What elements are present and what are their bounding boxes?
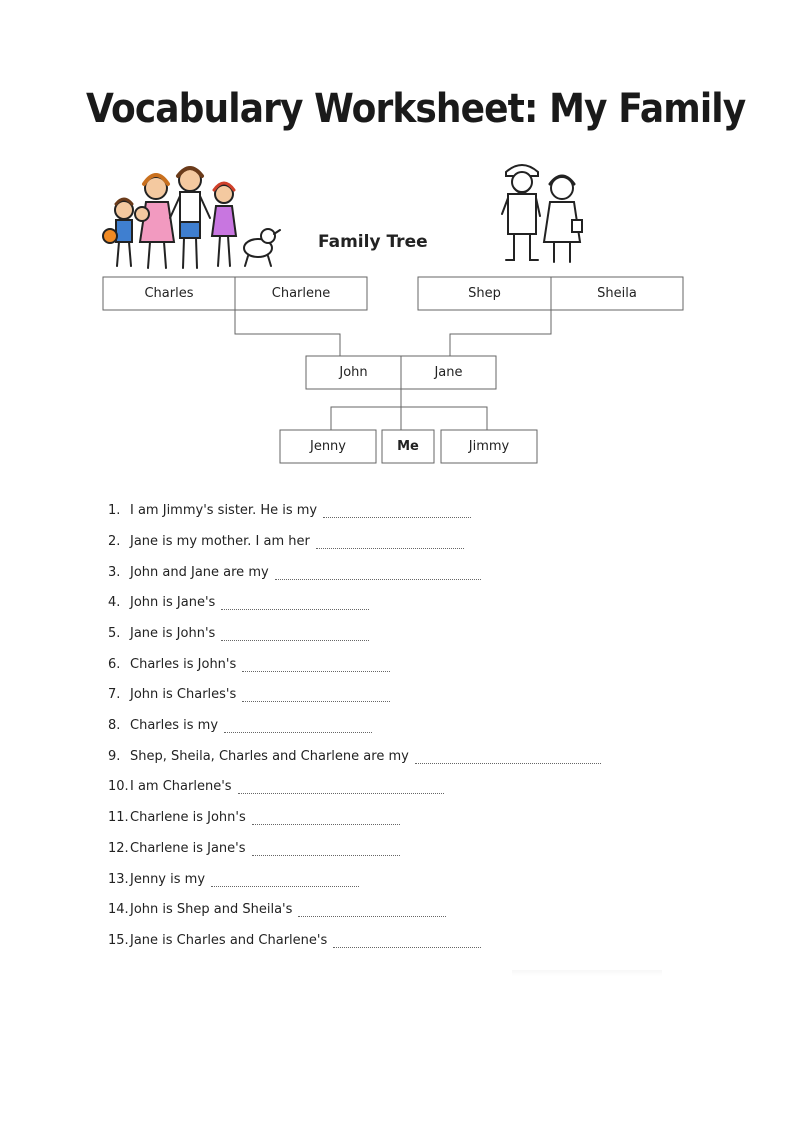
question-item: 12. Charlene is Jane's (108, 834, 400, 856)
question-item: 1. I am Jimmy's sister. He is my (108, 496, 471, 518)
question-item: 15. Jane is Charles and Charlene's (108, 926, 481, 948)
answer-blank[interactable] (221, 599, 369, 610)
question-item: 8. Charles is my (108, 711, 372, 733)
question-item: 6. Charles is John's (108, 650, 390, 672)
tree-node-jimmy: Jimmy (468, 439, 510, 454)
answer-blank[interactable] (323, 507, 471, 518)
answer-blank[interactable] (415, 753, 601, 764)
answer-blank[interactable] (224, 722, 372, 733)
answer-blank[interactable] (298, 906, 446, 917)
answer-blank[interactable] (242, 691, 390, 702)
family-tree-heading: Family Tree (318, 232, 428, 252)
tree-node-shep: Shep (468, 286, 501, 301)
tree-node-jane: Jane (434, 365, 463, 380)
page-edge-shadow (512, 970, 662, 976)
tree-node-charlene: Charlene (271, 286, 331, 301)
tree-node-john: John (339, 365, 368, 380)
question-item: 9. Shep, Sheila, Charles and Charlene are my (108, 742, 601, 764)
answer-blank[interactable] (275, 569, 481, 580)
answer-blank[interactable] (252, 845, 400, 856)
answer-blank[interactable] (252, 814, 400, 825)
answer-blank[interactable] (242, 661, 390, 672)
tree-node-sheila: Sheila (597, 286, 637, 301)
question-item: 4. John is Jane's (108, 588, 369, 610)
question-item: 7. John is Charles's (108, 680, 390, 702)
question-item: 10. I am Charlene's (108, 772, 444, 794)
question-item: 13. Jenny is my (108, 865, 359, 887)
answer-blank[interactable] (221, 630, 369, 641)
tree-node-jenny: Jenny (309, 439, 346, 454)
question-item: 5. Jane is John's (108, 619, 369, 641)
question-item: 14. John is Shep and Sheila's (108, 895, 446, 917)
question-item: 2. Jane is my mother. I am her (108, 527, 464, 549)
answer-blank[interactable] (238, 783, 444, 794)
answer-blank[interactable] (316, 538, 464, 549)
question-item: 11. Charlene is John's (108, 803, 400, 825)
question-item: 3. John and Jane are my (108, 558, 481, 580)
answer-blank[interactable] (211, 876, 359, 887)
answer-blank[interactable] (333, 937, 481, 948)
tree-node-charles: Charles (144, 286, 194, 301)
page-title: Vocabulary Worksheet: My Family (86, 86, 746, 132)
tree-node-me: Me (397, 439, 419, 454)
family-tree-diagram (0, 0, 793, 480)
